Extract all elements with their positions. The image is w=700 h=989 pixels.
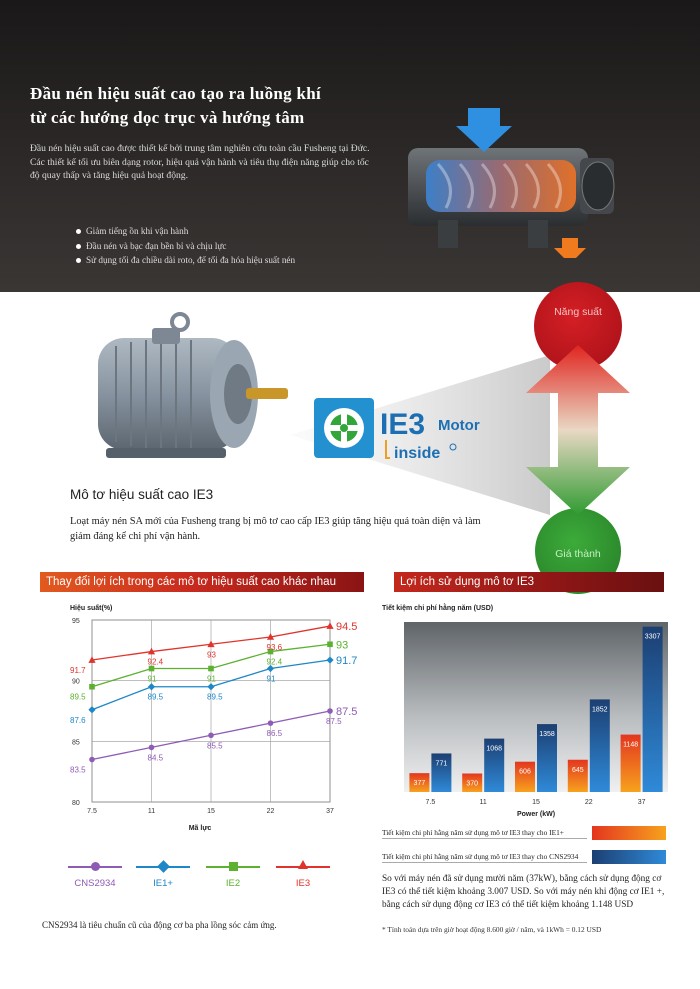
bar-value-label: 1068: [486, 745, 502, 753]
intro-paragraph: Đầu nén hiệu suất cao được thiết kế bởi trung tâm nghiên cứu toàn cầu Fusheng tại Đức. Các thiết kế tối ưu biên dạng rotor, hiệu quả vận hành và tiêu thụ điện năng giúp cho tốc độ quay thấp và tăng hiệu quả hoạt động.: [30, 143, 370, 181]
efficiency-line-chart: [40, 598, 370, 836]
data-label: 91: [266, 674, 276, 684]
bar-value-label: 1852: [592, 706, 608, 714]
x-tick-label: 37: [326, 808, 334, 815]
data-label: 89.5: [70, 692, 86, 702]
bar-value-label: 370: [466, 780, 479, 788]
ie3-motor-illustration: [76, 312, 296, 472]
x-tick-label: 15: [532, 799, 540, 806]
legend-label: Tiết kiệm chi phí hằng năm sử dụng mô tơ IE3 thay cho IE1+: [382, 828, 587, 839]
series-end-label: 91.7: [336, 655, 358, 668]
data-label: 91.7: [70, 666, 86, 676]
data-label: 89.5: [207, 692, 223, 702]
series-end-label: 94.5: [336, 621, 358, 634]
x-tick-label: 15: [207, 808, 215, 815]
series-cns: [70, 706, 357, 775]
legend-label: IE2: [225, 878, 241, 889]
air-inlet-arrow: [456, 108, 512, 152]
feature-item: Đầu nén và bạc đạn bền bỉ và chịu lực: [76, 239, 396, 254]
double-arrow-icon: [518, 345, 638, 515]
chart-grid: [92, 620, 330, 802]
ie3-motor-inside-logo: [314, 396, 494, 466]
data-label: 85.5: [207, 741, 223, 751]
data-point: [326, 622, 333, 629]
feature-item: Giảm tiếng ồn khi vận hành: [76, 224, 396, 239]
top-banner: [0, 0, 700, 292]
y-tick-label: 85: [72, 739, 80, 747]
bar-chart-x-axis-label: Power (kW): [516, 811, 556, 818]
right-section-header: Lợi ích sử dụng mô tơ IE3: [394, 572, 664, 592]
bar-value-label: 645: [571, 766, 584, 774]
compressor-illustration: [398, 108, 628, 258]
x-tick-label: 22: [266, 808, 275, 815]
orange-swatch-icon: [592, 826, 666, 840]
legend-label: IE1+: [153, 878, 173, 889]
headline-line-1: Đầu nén hiệu suất cao tạo ra luồng khí: [30, 84, 322, 103]
data-label: 93: [207, 650, 216, 660]
x-tick-label: 7.5: [87, 808, 97, 815]
y-tick-label: 95: [72, 618, 80, 625]
left-section-header: Thay đổi lợi ích trong các mô tơ hiệu suất cao khác nhau: [40, 572, 364, 592]
data-label: 93.6: [266, 642, 283, 652]
bar-blue: [431, 753, 451, 792]
capacity-label: Năng suất: [554, 306, 602, 318]
bar-value-label: 377: [413, 780, 426, 788]
feature-list: [76, 224, 396, 268]
data-point: [326, 656, 333, 663]
circle-marker-icon: [91, 862, 100, 871]
data-point: [148, 683, 155, 690]
bar-value-label: 1148: [623, 741, 639, 749]
y-tick-label: 80: [72, 800, 80, 807]
data-label: 86.5: [266, 729, 283, 739]
data-label: 84.5: [147, 753, 164, 763]
bar-value-label: 771: [435, 760, 448, 768]
bar-value-label: 3307: [644, 633, 661, 641]
diamond-marker-icon: [157, 860, 170, 873]
data-label: 83.5: [70, 765, 86, 775]
data-point: [149, 666, 155, 672]
motor-section-description: Loạt máy nén SA mới của Fusheng trang bị mô tơ cao cấp IE3 giúp tăng hiệu quả toàn diện và làm giảm đáng kể chi phí vận hành.: [70, 516, 481, 542]
cost-label: Giá thành: [555, 548, 601, 560]
savings-bar-chart: [378, 600, 678, 820]
data-label: 91: [207, 674, 216, 684]
data-point: [268, 720, 274, 726]
line-chart-legend: [60, 858, 340, 898]
footnote: * Tính toán dựa trên giờ hoạt động 8.600 giờ / năm, và 1kWh = 0.12 USD: [382, 925, 602, 934]
feature-item: Sử dụng tối đa chiều dài roto, để tối đa hóa hiệu suất nén: [76, 253, 396, 268]
data-point: [149, 745, 155, 751]
x-tick-label: 7.5: [425, 799, 436, 806]
bar-value-label: 606: [519, 768, 531, 776]
bar-value-label: 1358: [539, 731, 555, 739]
data-point: [208, 666, 214, 672]
data-label: 87.6: [70, 715, 86, 725]
headline-line-2: từ các hướng dọc trục và hướng tâm: [30, 108, 305, 127]
bar-chart-legend: [382, 826, 672, 870]
x-tick-label: 11: [479, 799, 487, 806]
series-end-label: 87.5: [336, 706, 358, 718]
bar-chart-title: Tiết kiệm chi phí hằng năm (USD): [382, 605, 494, 612]
data-label: 92.4: [147, 657, 164, 667]
legend-label: Tiết kiệm chi phí hằng năm sử dụng mô tơ IE3 thay cho CNS2934: [382, 852, 587, 863]
ie3-logo-mark: IE3: [380, 408, 426, 441]
bar-blue: [643, 627, 663, 792]
bar-orange: [515, 762, 535, 792]
x-tick-label: 37: [637, 799, 646, 806]
savings-description: So với máy nén đã sử dụng mười năm (37kW), bằng cách sử dụng động cơ IE3 có thể tiết kiệm khoảng 3.007 USD. So với máy nén khi động cơ IE1 +, bằng cách sử dụng động cơ IE3 có thể tiết kiệm khoảng 1.148 USD: [382, 874, 665, 910]
x-tick-label: 22: [584, 799, 593, 806]
data-point: [327, 708, 333, 714]
y-tick-label: 90: [72, 678, 80, 686]
x-axis-label: Mã lực: [188, 825, 212, 832]
data-point: [88, 706, 95, 713]
triangle-marker-icon: [298, 860, 308, 869]
legend-label: CNS2934: [74, 878, 116, 889]
data-label: 92.4: [266, 657, 283, 667]
x-tick-label: 11: [147, 808, 156, 815]
data-point: [327, 641, 333, 647]
y-axis-label: Hiệu suất(%): [70, 605, 113, 612]
data-label: 87.5: [326, 717, 342, 726]
air-outlet-arrow: [554, 238, 586, 258]
legend-row-ie1: [382, 826, 672, 842]
headline: [30, 82, 390, 130]
bar-orange: [568, 760, 588, 792]
motor-shaft: [246, 388, 288, 399]
data-point: [207, 683, 214, 690]
legend-row-cns2934: [382, 850, 672, 866]
data-point: [89, 757, 95, 763]
data-label: 91: [147, 674, 157, 684]
data-label: 89.5: [147, 692, 164, 702]
data-point: [208, 732, 214, 738]
legend-label: IE3: [295, 878, 311, 889]
series-end-label: 93: [336, 639, 349, 652]
square-marker-icon: [229, 862, 238, 871]
blue-swatch-icon: [592, 850, 666, 864]
cns2934-note: CNS2934 là tiêu chuẩn cũ của động cơ ba pha lồng sóc cảm ứng.: [42, 920, 277, 930]
ie3-logo-word-inside: inside: [394, 445, 441, 462]
data-point: [89, 684, 95, 690]
ie3-logo-word-motor: Motor: [438, 417, 480, 434]
motor-section-title: Mô tơ hiệu suất cao IE3: [70, 487, 214, 502]
